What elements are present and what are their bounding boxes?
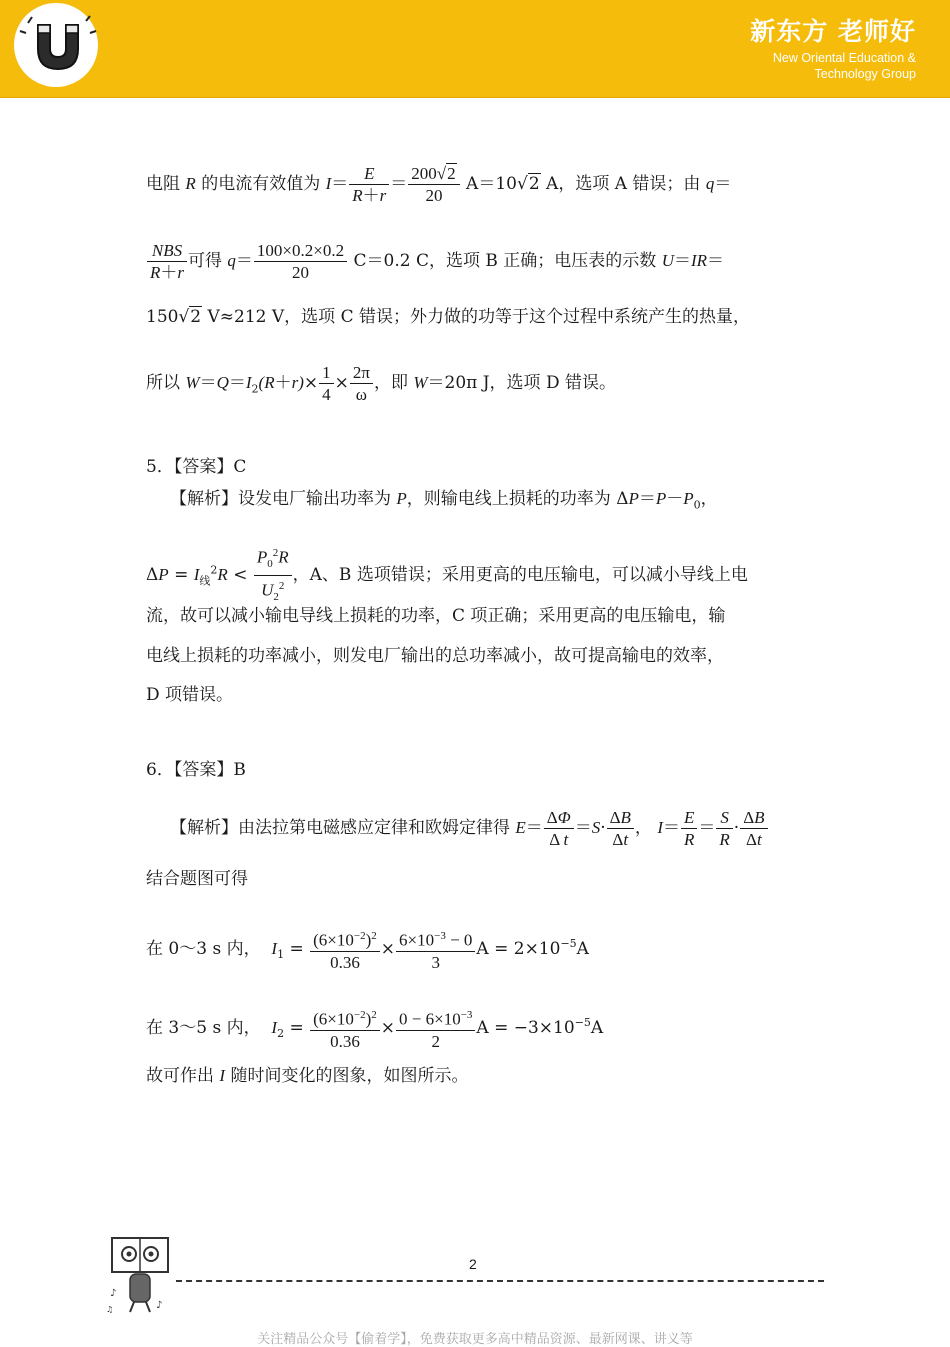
brand-name: 新东方 老师好 [750, 17, 916, 46]
q5-analysis-line-3: 流，故可以减小输电导线上损耗的功率，C 项正确；采用更高的电压输电，输 [146, 606, 726, 626]
brand-english-line2: Technology Group [814, 67, 916, 81]
svg-text:♪: ♪ [110, 1288, 117, 1299]
magnet-logo-icon [14, 3, 98, 87]
q5-heading: 5．【答案】C [146, 457, 247, 477]
q4-line-1: 电阻 R 的电流有效值为 I＝ $\frac{E}{R+r}$ ＝ $\frac{200√2}{20}$ A＝10√2 A，选项 A 错误；由 q＝ [146, 164, 732, 205]
q6-heading: 6．【答案】B [146, 760, 246, 780]
q6-analysis-line-1: 【解析】由法拉第电磁感应定律和欧姆定律得 E＝ $\frac{\Delta\Phi}{\text{Δ t}}$ ＝S· $\frac{\Delta B}{\Delta t}$ ， I＝ $\frac{E}{R}$ ＝ $\frac{S}{R}$ · $\frac{\Delta B}{\Delta t}$ [170, 807, 769, 850]
q6-analysis-line-2: 结合题图可得 [146, 869, 248, 889]
q5-analysis-line-2: $\Delta P = I_线^2R$ < $\frac{P_0^2R}{U_2^2}$ ，A、B 选项错误；采用更高的电压输电，可以减小导线上电 [146, 543, 748, 608]
q4-line-2: $\frac{\text{NBS}}{R+r}$ 可得 q＝ $\frac{100\times 0.2\times 0.2}{20}$ C＝0.2 C，选项 B 正确；电压表的示数 U＝IR＝ [146, 240, 724, 283]
svg-text:♫: ♫ [106, 1305, 114, 1314]
svg-text:♪: ♪ [156, 1300, 163, 1311]
footer-dashed-divider [176, 1280, 824, 1282]
q5-analysis-line-4: 电线上损耗的功率减小，则发电厂输出的总功率减小，故可提高输电的效率， [146, 646, 724, 666]
footer-promo-text: 关注精品公众号【偷着学】，免费获取更多高中精品资源、最新网课、讲义等 [257, 1332, 693, 1347]
q5-analysis-line-1: 【解析】设发电厂输出功率为 P，则输电线上损耗的功率为 $\Delta P=P-P_0$， [170, 489, 718, 512]
q6-analysis-line-3: 在 0～3 s 内， $I_1$ = $\frac{(6\times 10^{-2})^2}{0.36}$ × $\frac{6\times 10^{-3} - 0}{3}$ $A = 2\times 10^{-5}A$ [146, 926, 589, 973]
q6-analysis-line-5: 故可作出 I 随时间变化的图象，如图所示。 [146, 1066, 469, 1086]
header-banner [0, 0, 950, 98]
q5-analysis-line-5: D 项错误。 [146, 685, 234, 705]
q4-line-3: 150√2 V≈212 V，选项 C 错误；外力做的功等于这个过程中系统产生的热量， [146, 307, 750, 327]
page-number: 2 [469, 1256, 477, 1272]
q6-analysis-line-4: 在 3～5 s 内， $I_2$ = $\frac{(6\times 10^{-2})^2}{0.36}$ × $\frac{0 - 6\times 10^{-3}}{2}$ $A = -3\times 10^{-5}A$ [146, 1005, 603, 1052]
brand-english-line1: New Oriental Education & [772, 51, 916, 65]
q4-line-4: 所以 $W=Q=I_2(R+r)\times$ $\frac{1}{4}$ × $\frac{2\pi}{\omega}$ ，即 W＝20π J，选项 D 错误。 [146, 363, 616, 404]
reading-mascot-icon [104, 1236, 174, 1316]
